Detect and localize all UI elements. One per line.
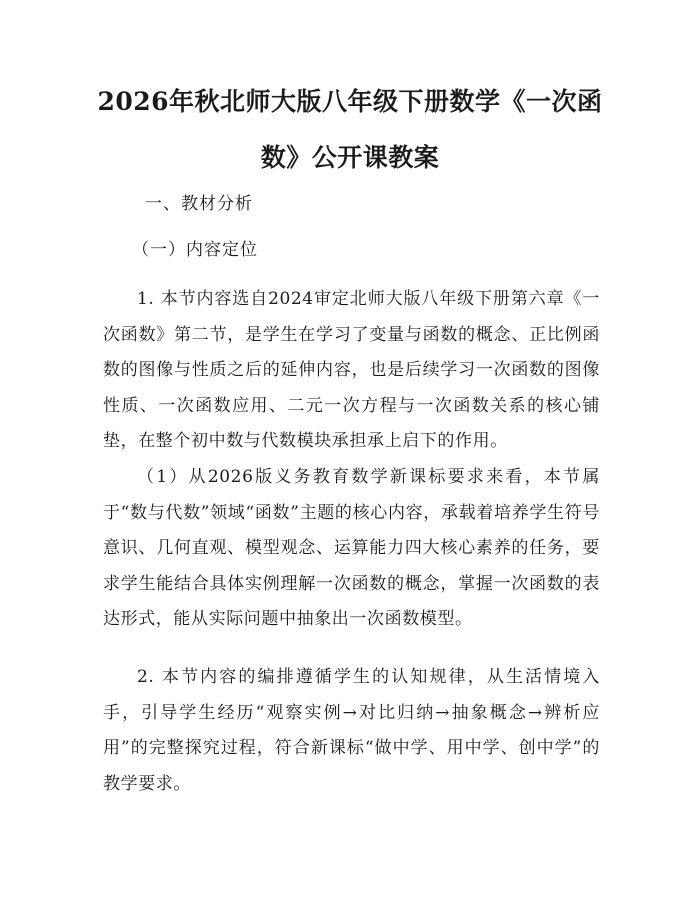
- section-heading-textbook-analysis: 一、教材分析: [145, 194, 253, 214]
- paragraph-3: 2. 本节内容的编排遵循学生的认知规律，从生活情境入手，引导学生经历“观察实例→对比归纳→抽象概念→辨析应用”的完整探究过程，符合新课标“做中学、用中学、创中学”的教学要求。: [103, 667, 600, 794]
- paragraph-1: 1. 本节内容选自2024审定北师大版八年级下册第六章《一次函数》第二节，是学生在学习了变量与函数的概念、正比例函数的图像与性质之后的延伸内容，也是后续学习一次函数的图像性质、一次函数应用、二元一次方程与一次函数关系的核心铺垫，在整个初中数与代数模块承担承上启下的作用。: [103, 289, 600, 451]
- paragraph-2: （1）从2026版义务教育数学新课标要求来看，本节属于“数与代数”领域“函数”主题的核心内容，承载着培养学生符号意识、几何直观、模型观念、运算能力四大核心素养的任务，要求学生能结合具体实例理解一次函数的概念，掌握一次函数的表达形式，能从实际问题中抽象出一次函数模型。: [103, 467, 600, 629]
- document-title: 2026年秋北师大版八年级下册数学《一次函数》公开课教案: [97, 87, 603, 172]
- subsection-heading-content-positioning: （一）内容定位: [132, 240, 258, 260]
